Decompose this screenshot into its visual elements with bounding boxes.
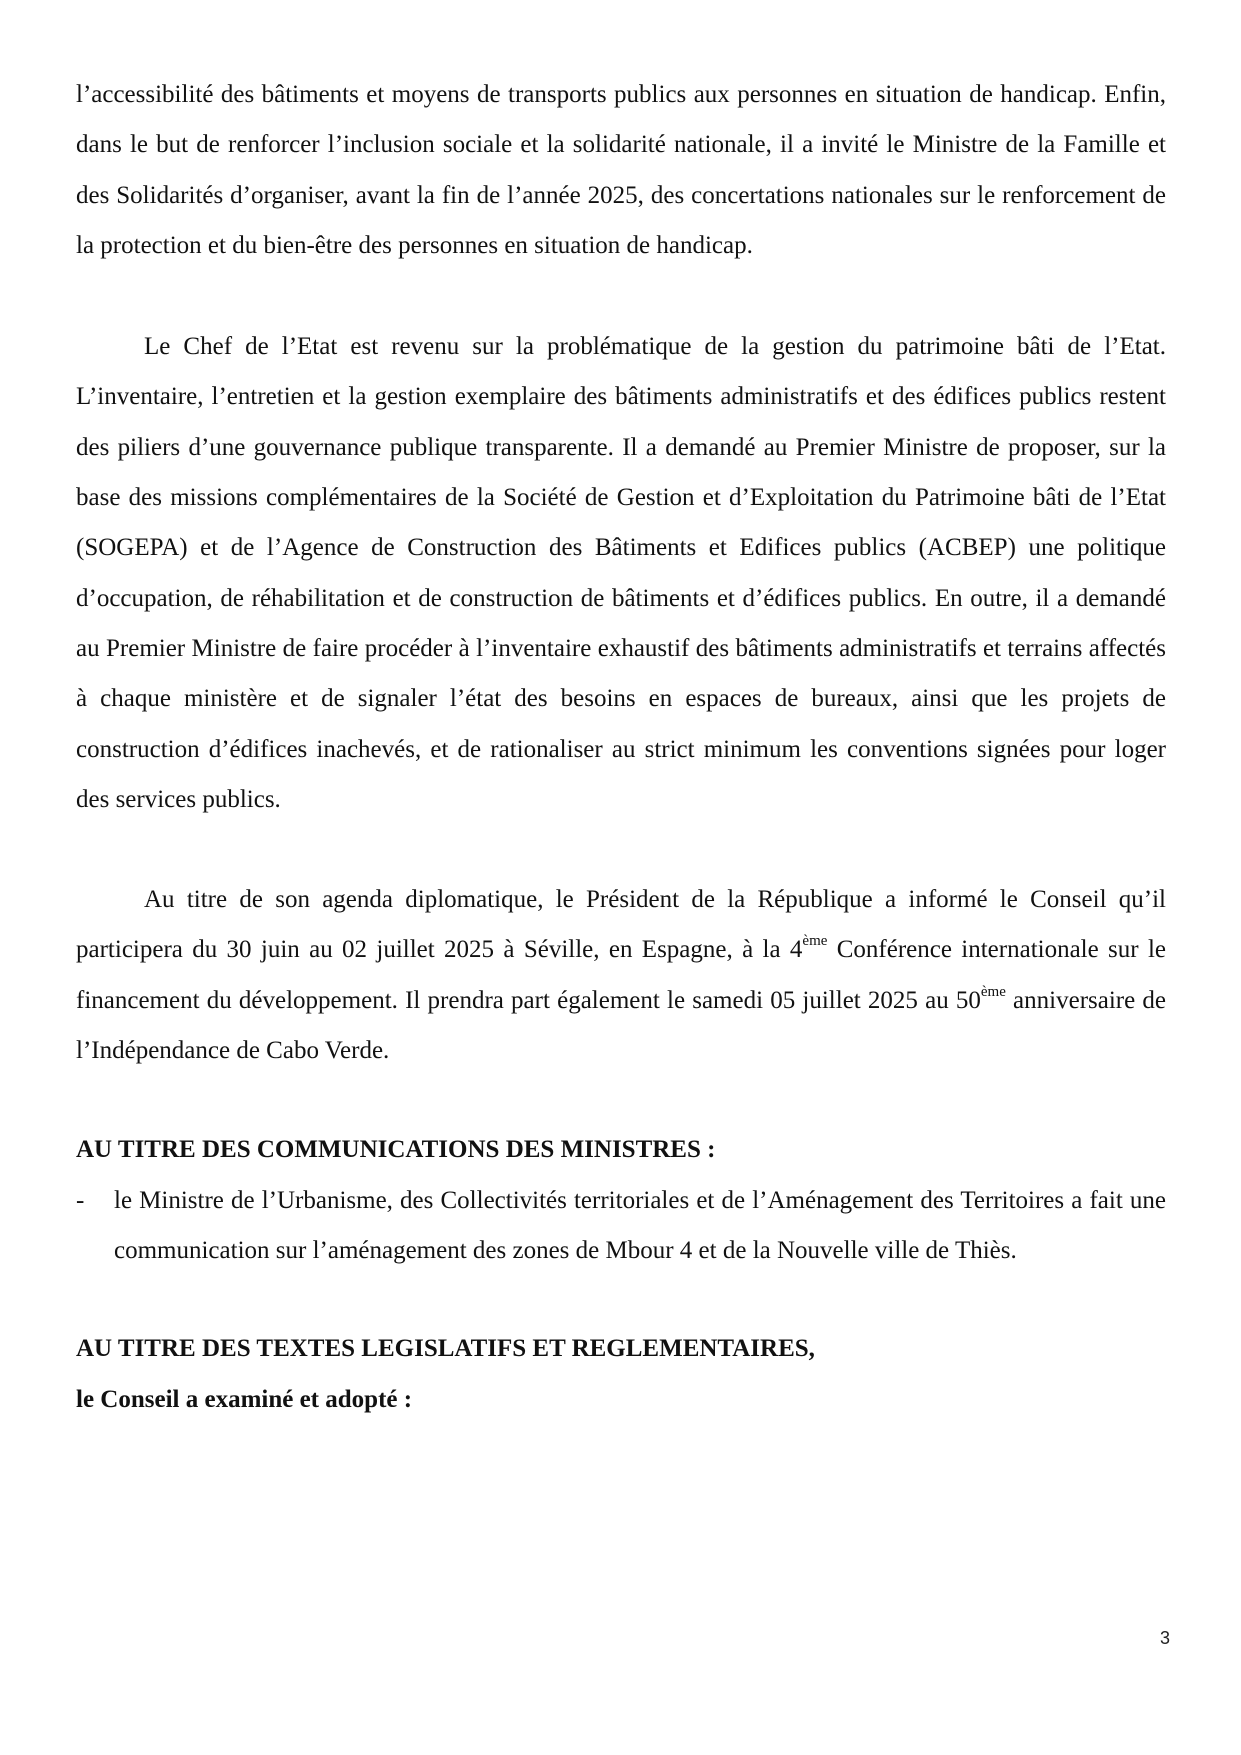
superscript-ordinal-50: ème [980,983,1006,1000]
section-subheading-adopted: le Conseil a examiné et adopté : [76,1385,413,1413]
paragraph-patrimoine: Le Chef de l’Etat est revenu sur la problématique de la gestion du patrimoine bâti de l’Etat. L’inventaire, l’entretien et la gestion exemplaire des bâtiments administratifs et des édifices publics restent des piliers d’une gouvernance publique transparente. Il a demandé au Premier Ministre de proposer, sur la base des missions complémentaires de la Société de Gestion et d’Exploitation du Patrimoine bâti de l’Etat (SOGEPA) et de l’Agence de Construction des Bâtiments et Edifices publics (ACBEP) une politique d’occupation, de réhabilitation et de construction de bâtiments et d’édifices publics. En outre, il a demandé au Premier Ministre de faire procéder à l’inventaire exhaustif des bâtiments administratifs et terrains affectés à chaque ministère et de signaler l’état des besoins en espaces de bureaux, ainsi que les projets de construction d’édifices inachevés, et de rationaliser au strict minimum les conventions signées pour loger des services publics. [76,333,1166,813]
document-page [76,70,1166,1425]
section-heading-legislative: AU TITRE DES TEXTES LEGISLATIFS ET REGLEMENTAIRES, [76,1335,815,1363]
list-item [76,1176,1166,1277]
paragraph-accessibility: l’accessibilité des bâtiments et moyens de transports publics aux personnes en situation de handicap. Enfin, dans le but de renforcer l’inclusion sociale et la solidarité nationale, il a invité le Ministre de la Famille et des Solidarités d’organiser, avant la fin de l’année 2025, des concertations nationales sur le renforcement de la protection et du bien-être des personnes en situation de handicap. [76,81,1166,259]
list-item-text: le Ministre de l’Urbanisme, des Collectivités territoriales et de l’Aménagement des Territoires a fait une communication sur l’aménagement des zones de Mbour 4 et de la Nouvelle ville de Thiès. [114,1186,1166,1264]
superscript-ordinal-4: ème [802,933,828,950]
paragraph-agenda-diplomatique [76,875,1166,1076]
communications-list [76,1176,1166,1277]
dash-bullet: - [76,1186,85,1214]
page-number: 3 [1159,1628,1170,1648]
agenda-text-part-1: Au titre de son agenda diplomatique, le Président de la République a informé le Conseil qu’il participera du 30 juin au 02 juillet 2025 à Séville, en Espagne, à la 4 [76,886,1166,964]
agenda-text-part-3: anniversaire de l’Indépendance de Cabo Verde. [76,986,1166,1065]
section-heading-communications: AU TITRE DES COMMUNICATIONS DES MINISTRES : [76,1136,716,1164]
agenda-text-part-2: Conférence internationale sur le financement du développement. Il prendra part également le samedi 05 juillet 2025 au 50 [76,936,1166,1014]
